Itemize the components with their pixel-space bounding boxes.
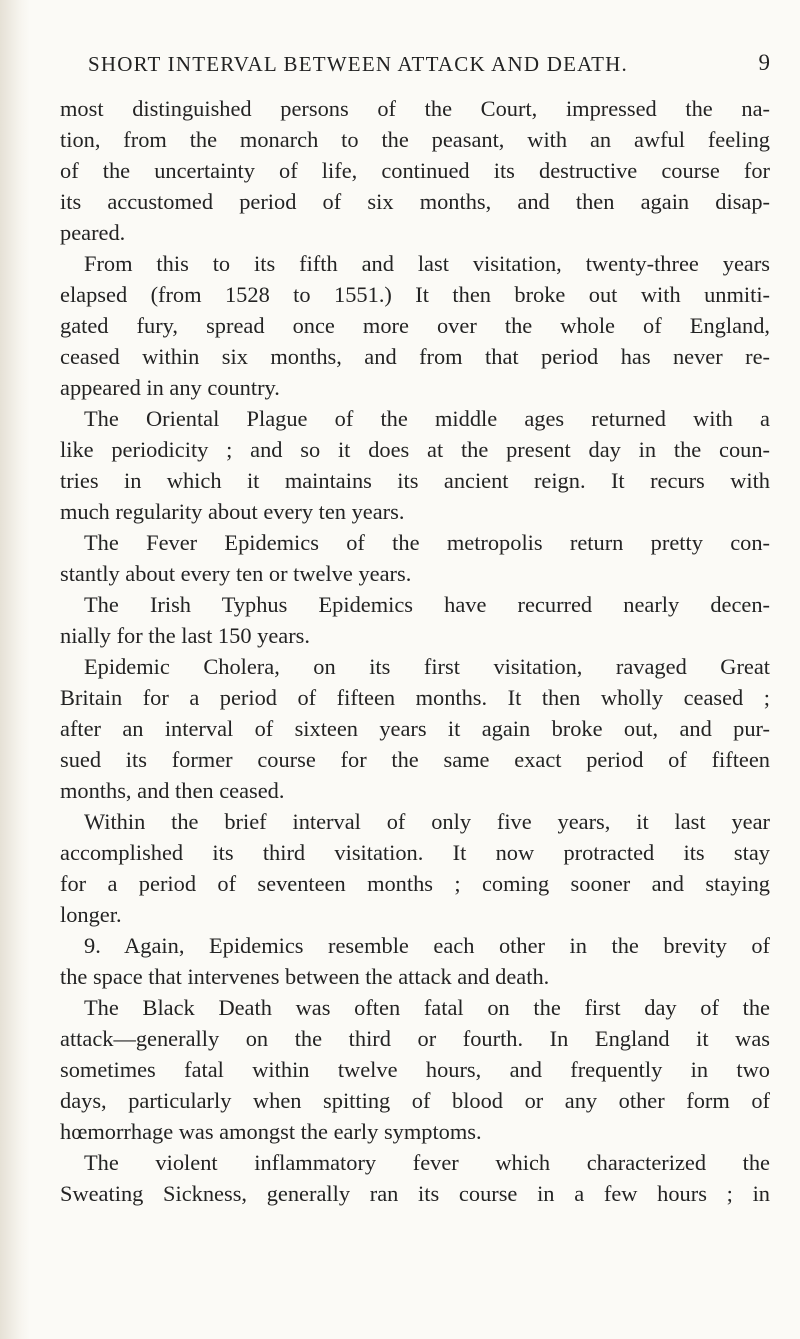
text-line: days, particularly when spitting of blood or any other form of <box>60 1088 770 1113</box>
text-line: hœmorrhage was amongst the early symptoms. <box>60 1119 482 1144</box>
page-edge-shadow <box>0 0 30 1339</box>
text-line: of the uncertainty of life, continued its destructive course for <box>60 158 770 183</box>
text-line: for a period of seventeen months ; coming sooner and staying <box>60 871 770 896</box>
text-line: sometimes fatal within twelve hours, and frequently in two <box>60 1057 770 1082</box>
text-line: gated fury, spread once more over the whole of England, <box>60 313 770 338</box>
text-line: peared. <box>60 220 126 245</box>
text-line: ceased within six months, and from that period has never re- <box>60 344 770 369</box>
text-line: attack—generally on the third or fourth. In England it was <box>60 1026 770 1051</box>
text-line: The Black Death was often fatal on the first day of the <box>84 995 770 1020</box>
text-line: elapsed (from 1528 to 1551.) It then broke out with unmiti- <box>60 282 770 307</box>
text-line: Within the brief interval of only five years, it last year <box>84 809 770 834</box>
running-head: SHORT INTERVAL BETWEEN ATTACK AND DEATH. <box>88 52 628 76</box>
body-text <box>60 93 770 1209</box>
text-line: like periodicity ; and so it does at the present day in the coun- <box>60 437 770 462</box>
text-line: From this to its fifth and last visitation, twenty-three years <box>84 251 770 276</box>
text-line: sued its former course for the same exact period of fifteen <box>60 747 770 772</box>
text-line: most distinguished persons of the Court, impressed the na- <box>60 96 770 121</box>
text-line: Britain for a period of fifteen months. It then wholly ceased ; <box>60 685 770 710</box>
text-line: much regularity about every ten years. <box>60 499 405 524</box>
text-line: longer. <box>60 902 122 927</box>
text-line: appeared in any country. <box>60 375 280 400</box>
text-line: The Irish Typhus Epidemics have recurred nearly decen- <box>84 592 770 617</box>
text-line: accomplished its third visitation. It now protracted its stay <box>60 840 770 865</box>
text-line: Epidemic Cholera, on its first visitation, ravaged Great <box>84 654 770 679</box>
text-line: The Fever Epidemics of the metropolis return pretty con- <box>84 530 770 555</box>
page-header <box>60 52 780 84</box>
text-line: nially for the last 150 years. <box>60 623 310 648</box>
text-line: tion, from the monarch to the peasant, with an awful feeling <box>60 127 770 152</box>
text-line: after an interval of sixteen years it again broke out, and pur- <box>60 716 770 741</box>
text-line: Sweating Sickness, generally ran its course in a few hours ; in <box>60 1181 770 1206</box>
text-line: The Oriental Plague of the middle ages returned with a <box>84 406 770 431</box>
text-line: tries in which it maintains its ancient reign. It recurs with <box>60 468 770 493</box>
page-number: 9 <box>758 50 770 75</box>
text-line: 9. Again, Epidemics resemble each other in the brevity of <box>84 933 770 958</box>
text-line: the space that intervenes between the attack and death. <box>60 964 550 989</box>
text-line: its accustomed period of six months, and then again disap- <box>60 189 770 214</box>
text-line: months, and then ceased. <box>60 778 285 803</box>
text-line: The violent inflammatory fever which characterized the <box>84 1150 770 1175</box>
text-line: stantly about every ten or twelve years. <box>60 561 412 586</box>
